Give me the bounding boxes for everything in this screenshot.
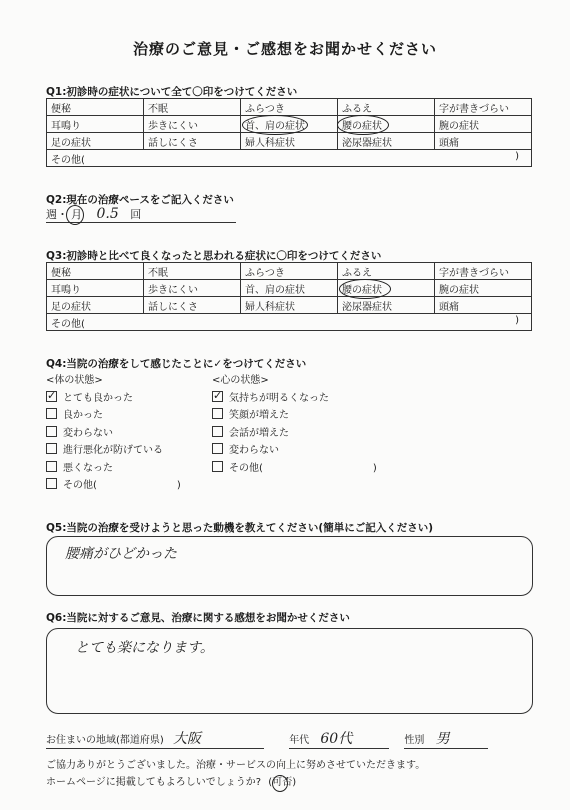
q1-cell[interactable]: 足の症状 [47,133,144,150]
q1-cell[interactable]: 歩きにくい [144,116,241,133]
q3-cell[interactable]: 腕の症状 [435,280,532,297]
q2-week: 週 [46,208,57,221]
q4-body-item[interactable]: 悪くなった [46,460,246,478]
q1-cell[interactable]: ふらつき [241,99,338,116]
region-field[interactable] [46,728,264,749]
q3-cell[interactable]: 不眠 [144,263,241,280]
q3-cell[interactable]: 字が書きづらい [435,263,532,280]
q4-body-item[interactable]: 良かった [46,407,246,425]
q5-answer-box[interactable] [46,536,533,596]
q2-frequency [46,206,236,223]
age-label: 年代 [289,735,310,746]
q1-cell[interactable]: 不眠 [144,99,241,116]
q4-mind-item[interactable]: 会話が増えた [212,425,452,443]
q1-cell[interactable]: 頭痛 [435,133,532,150]
q1-cell[interactable]: 首、肩の症状 [241,116,338,133]
q1-cell[interactable]: 耳鳴り [47,116,144,133]
q6-answer-text: とても楽になります。 [75,640,214,656]
sex-label: 性別 [404,735,425,746]
q3-cell[interactable]: 歩きにくい [144,280,241,297]
checkbox-icon[interactable] [46,408,57,419]
region-label: お住まいの地域(都道府県) [46,735,164,746]
publish-question: ホームページに掲載してもよろしいでしょうか? [46,777,262,788]
footer-info-row [46,728,536,749]
q2-heading: Q2:現在の治療ペースをご記入ください [46,194,234,206]
q3-other-close: ) [515,315,519,326]
thanks-text: ご協力ありがとうございました。治療・サービスの向上に努めさせていただきます。 [46,760,426,771]
q3-cell[interactable]: ふるえ [338,263,435,280]
checkbox-icon[interactable] [212,426,223,437]
q3-cell[interactable]: 泌尿器症状 [338,297,435,314]
publish-yes[interactable]: (可 [268,777,282,788]
q1-circle-mark [337,115,389,135]
checkbox-icon[interactable] [46,443,57,454]
q5-answer-text: 腰痛がひどかった [65,546,177,562]
q1-heading: Q1:初診時の症状について全て〇印をつけてください [46,86,298,98]
q4-mind-item[interactable]: その他( ) [212,460,452,478]
q1-other-close: ) [515,151,519,162]
publish-no[interactable]: 否) [282,777,297,788]
q3-cell[interactable]: 婦人科症状 [241,297,338,314]
q4-mind-other-close: ) [372,462,377,474]
q5-heading: Q5:当院の治療を受けようと思った動機を教えてください(簡単にご記入ください) [46,522,434,534]
q1-cell[interactable]: 字が書きづらい [435,99,532,116]
checkbox-icon[interactable] [212,391,223,402]
q3-cell[interactable]: 耳鳴り [47,280,144,297]
q1-other-label: その他( [51,154,85,166]
q1-cell[interactable]: ふるえ [338,99,435,116]
q4-mind-item[interactable]: 笑顔が増えた [212,407,452,425]
q3-cell[interactable]: 腰の症状 [338,280,435,297]
q4-body-item[interactable]: 進行悪化が防げている [46,442,246,460]
q4-body-other-close: ) [176,480,181,491]
age-value: 60代 [320,731,353,747]
q1-cell[interactable]: 泌尿器症状 [338,133,435,150]
q1-cell[interactable]: 話しにくさ [144,133,241,150]
q2-month-circle [66,205,84,225]
q3-other-field[interactable] [47,314,532,331]
q4-body-item[interactable]: ✓とても良かった [46,390,246,408]
publish-consent [46,773,296,788]
sex-field[interactable] [404,728,488,749]
q3-circle-mark [339,279,391,299]
q2-count[interactable]: 0.5 [96,206,119,222]
q2-month: 月 [68,208,85,221]
checkbox-icon[interactable] [212,408,223,419]
q4-heading: Q4:当院の治療をして感じたことに✓をつけてください [46,358,307,370]
q3-cell[interactable]: 首、肩の症状 [241,280,338,297]
checkbox-icon[interactable] [46,426,57,437]
q3-heading: Q3:初診時と比べて良くなったと思われる症状に〇印をつけてください [46,250,382,262]
q4-body-item[interactable]: その他( ) [46,477,246,495]
q1-cell[interactable]: 腰の症状 [338,116,435,133]
q2-unit: 回 [130,208,142,221]
page-title: 治療のご意見・ご感想をお聞かせください [132,40,437,58]
publish-yes-circle [272,775,288,792]
q4-mind-item[interactable]: ✓気持ちが明るくなった [212,390,452,408]
q3-cell[interactable]: 足の症状 [47,297,144,314]
checkbox-icon[interactable] [46,391,57,402]
q1-cell[interactable]: 婦人科症状 [241,133,338,150]
region-value: 大阪 [173,731,201,747]
q3-cell[interactable]: 便秘 [47,263,144,280]
q2-frequency-line [46,206,236,223]
q1-cell[interactable]: 便秘 [47,99,144,116]
q4-mind-item[interactable]: 変わらない [212,442,452,460]
checkbox-icon[interactable] [46,461,57,472]
q3-cell[interactable]: 話しにくさ [144,297,241,314]
q4-mind-header: <心の状態> [212,375,269,386]
q4-body-item[interactable]: 変わらない [46,425,246,443]
checkbox-icon[interactable] [212,443,223,454]
checkbox-icon[interactable] [212,461,223,472]
q1-other-field[interactable] [47,150,532,167]
q3-cell[interactable]: 頭痛 [435,297,532,314]
q2-dot: ・ [57,208,68,221]
q6-heading: Q6:当院に対するご意見、治療に関する感想をお聞かせください [46,612,350,624]
q3-other-label: その他( [51,318,85,330]
q6-answer-box[interactable] [46,628,533,714]
q4-body-header: <体の状態> [46,375,103,386]
q4-mind-column [212,372,452,477]
q3-cell[interactable]: ふらつき [241,263,338,280]
sex-value: 男 [435,731,450,747]
age-field[interactable] [289,728,389,749]
q1-cell[interactable]: 腕の症状 [435,116,532,133]
q1-circle-mark [242,115,308,135]
q3-symptom-table [46,262,532,331]
checkbox-icon[interactable] [46,478,57,489]
